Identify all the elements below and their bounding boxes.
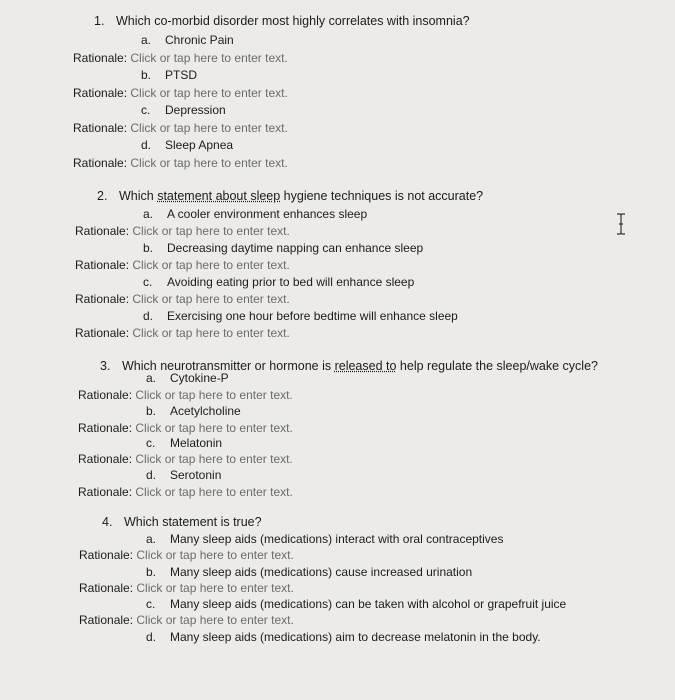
option-3a: [146, 371, 229, 385]
option-letter: b.: [146, 404, 157, 418]
rationale-1c: [73, 121, 288, 135]
rationale-3b: [78, 421, 293, 435]
question-text: Which co-morbid disorder most highly correlates with insomnia?: [116, 14, 470, 28]
rationale-label: Rationale:: [79, 613, 134, 627]
option-2b: [143, 241, 423, 255]
option-4c: [146, 597, 566, 611]
question-number: 1.: [94, 14, 105, 28]
option-text: Melatonin: [170, 436, 223, 450]
rationale-field[interactable]: Click or tap here to enter text.: [132, 258, 290, 272]
option-3c: [146, 436, 222, 450]
rationale-3c: [78, 452, 293, 466]
option-letter: c.: [146, 436, 156, 450]
rationale-label: Rationale:: [78, 452, 133, 466]
rationale-label: Rationale:: [75, 258, 130, 272]
option-4b: [146, 565, 472, 579]
option-2d: [143, 309, 458, 323]
option-text: Chronic Pain: [165, 33, 234, 47]
option-letter: d.: [146, 468, 157, 482]
rationale-3d: [78, 485, 293, 499]
rationale-field[interactable]: Click or tap here to enter text.: [132, 292, 290, 306]
rationale-label: Rationale:: [79, 581, 134, 595]
rationale-field[interactable]: Click or tap here to enter text.: [135, 388, 293, 402]
question-text-start: Which neurotransmitter or hormone is: [122, 359, 335, 373]
rationale-field[interactable]: Click or tap here to enter text.: [135, 421, 293, 435]
option-letter: b.: [141, 68, 152, 82]
option-text: Acetylcholine: [170, 404, 241, 418]
rationale-4c: [79, 613, 294, 627]
rationale-field[interactable]: Click or tap here to enter text.: [136, 613, 294, 627]
rationale-field[interactable]: Click or tap here to enter text.: [135, 485, 293, 499]
rationale-2b: [75, 258, 290, 272]
option-4d: [146, 630, 541, 644]
rationale-1a: [73, 51, 288, 65]
rationale-label: Rationale:: [79, 548, 134, 562]
option-1c: [141, 103, 226, 117]
option-text: Many sleep aids (medications) cause increased urination: [170, 565, 473, 579]
rationale-label: Rationale:: [78, 485, 133, 499]
rationale-3a: [78, 388, 293, 402]
rationale-field[interactable]: Click or tap here to enter text.: [135, 452, 293, 466]
rationale-field[interactable]: Click or tap here to enter text.: [130, 86, 288, 100]
rationale-label: Rationale:: [75, 326, 130, 340]
option-2c: [143, 275, 414, 289]
option-text: Many sleep aids (medications) aim to decrease melatonin in the body.: [170, 630, 541, 644]
option-3b: [146, 404, 241, 418]
question-2: [97, 189, 483, 203]
question-text-end: hygiene techniques is not accurate?: [280, 189, 484, 203]
question-number: 4.: [102, 515, 113, 529]
rationale-2d: [75, 326, 290, 340]
question-text-flagged: released to: [334, 359, 397, 373]
option-2a: [143, 207, 367, 221]
option-letter: b.: [146, 565, 157, 579]
option-text: Sleep Apnea: [165, 138, 234, 152]
question-text: Which statement is true?: [124, 515, 262, 529]
option-letter: c.: [141, 103, 151, 117]
question-4: [102, 515, 262, 529]
option-text: Many sleep aids (medications) interact with oral contraceptives: [170, 532, 504, 546]
rationale-label: Rationale:: [78, 388, 133, 402]
question-text-end: help regulate the sleep/wake cycle?: [396, 359, 598, 373]
rationale-field[interactable]: Click or tap here to enter text.: [132, 326, 290, 340]
question-text-start: Which: [119, 189, 158, 203]
option-text: Exercising one hour before bedtime will enhance sleep: [167, 309, 458, 323]
rationale-4a: [79, 548, 294, 562]
rationale-field[interactable]: Click or tap here to enter text.: [136, 548, 294, 562]
option-1b: [141, 68, 197, 82]
rationale-4b: [79, 581, 294, 595]
option-text: A cooler environment enhances sleep: [167, 207, 368, 221]
option-text: Serotonin: [170, 468, 222, 482]
rationale-1d: [73, 156, 288, 170]
question-number: 2.: [97, 189, 108, 203]
option-letter: b.: [143, 241, 154, 255]
rationale-field[interactable]: Click or tap here to enter text.: [132, 224, 290, 238]
option-letter: d.: [141, 138, 152, 152]
rationale-label: Rationale:: [73, 156, 128, 170]
option-text: PTSD: [165, 68, 198, 82]
rationale-1b: [73, 86, 288, 100]
rationale-label: Rationale:: [75, 224, 130, 238]
rationale-field[interactable]: Click or tap here to enter text.: [136, 581, 294, 595]
option-letter: c.: [143, 275, 153, 289]
option-text: Decreasing daytime napping can enhance sleep: [167, 241, 424, 255]
option-1d: [141, 138, 233, 152]
question-number: 3.: [100, 359, 111, 373]
rationale-label: Rationale:: [73, 121, 128, 135]
rationale-label: Rationale:: [78, 421, 133, 435]
rationale-2a: [75, 224, 290, 238]
rationale-2c: [75, 292, 290, 306]
option-letter: d.: [143, 309, 154, 323]
rationale-label: Rationale:: [73, 86, 128, 100]
option-text: Depression: [165, 103, 226, 117]
option-letter: d.: [146, 630, 157, 644]
rationale-label: Rationale:: [75, 292, 130, 306]
question-1: [94, 14, 470, 28]
rationale-field[interactable]: Click or tap here to enter text.: [130, 156, 288, 170]
option-4a: [146, 532, 503, 546]
rationale-label: Rationale:: [73, 51, 128, 65]
option-letter: a.: [146, 532, 157, 546]
option-letter: a.: [141, 33, 152, 47]
option-text: Avoiding eating prior to bed will enhance sleep: [167, 275, 415, 289]
rationale-field[interactable]: Click or tap here to enter text.: [130, 121, 288, 135]
option-text: Cytokine-P: [170, 371, 229, 385]
question-text-flagged: statement about sleep: [157, 189, 281, 203]
option-1a: [141, 33, 234, 47]
option-letter: c.: [146, 597, 156, 611]
option-letter: a.: [143, 207, 154, 221]
option-letter: a.: [146, 371, 157, 385]
option-text: Many sleep aids (medications) can be taken with alcohol or grapefruit juice: [170, 597, 567, 611]
text-cursor-icon: [614, 213, 628, 235]
option-3d: [146, 468, 221, 482]
rationale-field[interactable]: Click or tap here to enter text.: [130, 51, 288, 65]
